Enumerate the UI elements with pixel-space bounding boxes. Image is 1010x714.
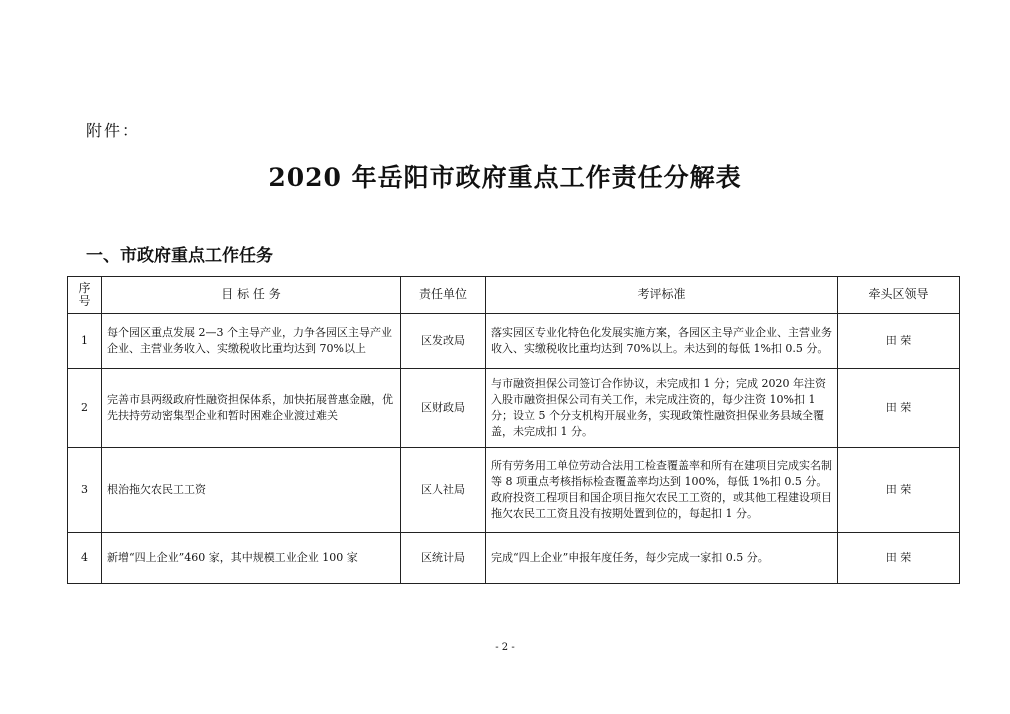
row-unit: 区统计局	[401, 533, 486, 584]
header-leader: 牵头区领导	[838, 277, 960, 314]
header-standard: 考评标准	[486, 277, 838, 314]
row-leader: 田 荣	[838, 533, 960, 584]
row-target: 完善市县两级政府性融资担保体系，加快拓展普惠金融，优先扶持劳动密集型企业和暂时困难企业渡过难关	[102, 369, 401, 448]
row-target: 根治拖欠农民工工资	[102, 448, 401, 533]
task-table	[67, 276, 960, 584]
row-leader: 田 荣	[838, 369, 960, 448]
row-unit: 区发改局	[401, 314, 486, 369]
page-number: - 2 -	[495, 642, 515, 653]
table-row	[68, 448, 960, 533]
header-no: 序号	[68, 277, 102, 314]
document-title: 2020 年岳阳市政府重点工作责任分解表	[268, 163, 742, 192]
header-unit: 责任单位	[401, 277, 486, 314]
row-standard: 所有劳务用工单位劳动合法用工检查覆盖率和所有在建项目完成实名制等 8 项重点考核指标检查覆盖率均达到 100%，每低 1%扣 0.5 分。政府投资工程项目和国企项目拖欠农民工工资的，或其他工程建设项目拖欠农民工工资且没有按期处置到位的，每起扣 1 分。	[486, 448, 838, 533]
row-target: 新增“四上企业”460 家，其中规模工业企业 100 家	[102, 533, 401, 584]
row-unit: 区财政局	[401, 369, 486, 448]
row-standard: 落实园区专业化特色化发展实施方案，各园区主导产业企业、主营业务收入、实缴税收比重均达到 70%以上。未达到的每低 1%扣 0.5 分。	[486, 314, 838, 369]
row-leader: 田 荣	[838, 448, 960, 533]
row-no: 1	[68, 314, 102, 369]
table-row	[68, 314, 960, 369]
row-leader: 田 荣	[838, 314, 960, 369]
row-unit: 区人社局	[401, 448, 486, 533]
row-no: 3	[68, 448, 102, 533]
row-no: 4	[68, 533, 102, 584]
header-target: 目 标 任 务	[102, 277, 401, 314]
row-standard: 与市融资担保公司签订合作协议，未完成扣 1 分；完成 2020 年注资入股市融资担保公司有关工作，未完成注资的，每少注资 10%扣 1 分；设立 5 个分支机构开展业务，实现政策性融资担保业务县域全覆盖，未完成扣 1 分。	[486, 369, 838, 448]
table-header-row	[68, 277, 960, 314]
table-row	[68, 533, 960, 584]
section-heading: 一、市政府重点工作任务	[86, 246, 273, 266]
row-standard: 完成“四上企业”申报年度任务，每少完成一家扣 0.5 分。	[486, 533, 838, 584]
table-row	[68, 369, 960, 448]
attachment-label: 附件：	[86, 121, 141, 140]
row-target: 每个园区重点发展 2—3 个主导产业，力争各园区主导产业企业、主营业务收入、实缴税收比重均达到 70%以上	[102, 314, 401, 369]
row-no: 2	[68, 369, 102, 448]
